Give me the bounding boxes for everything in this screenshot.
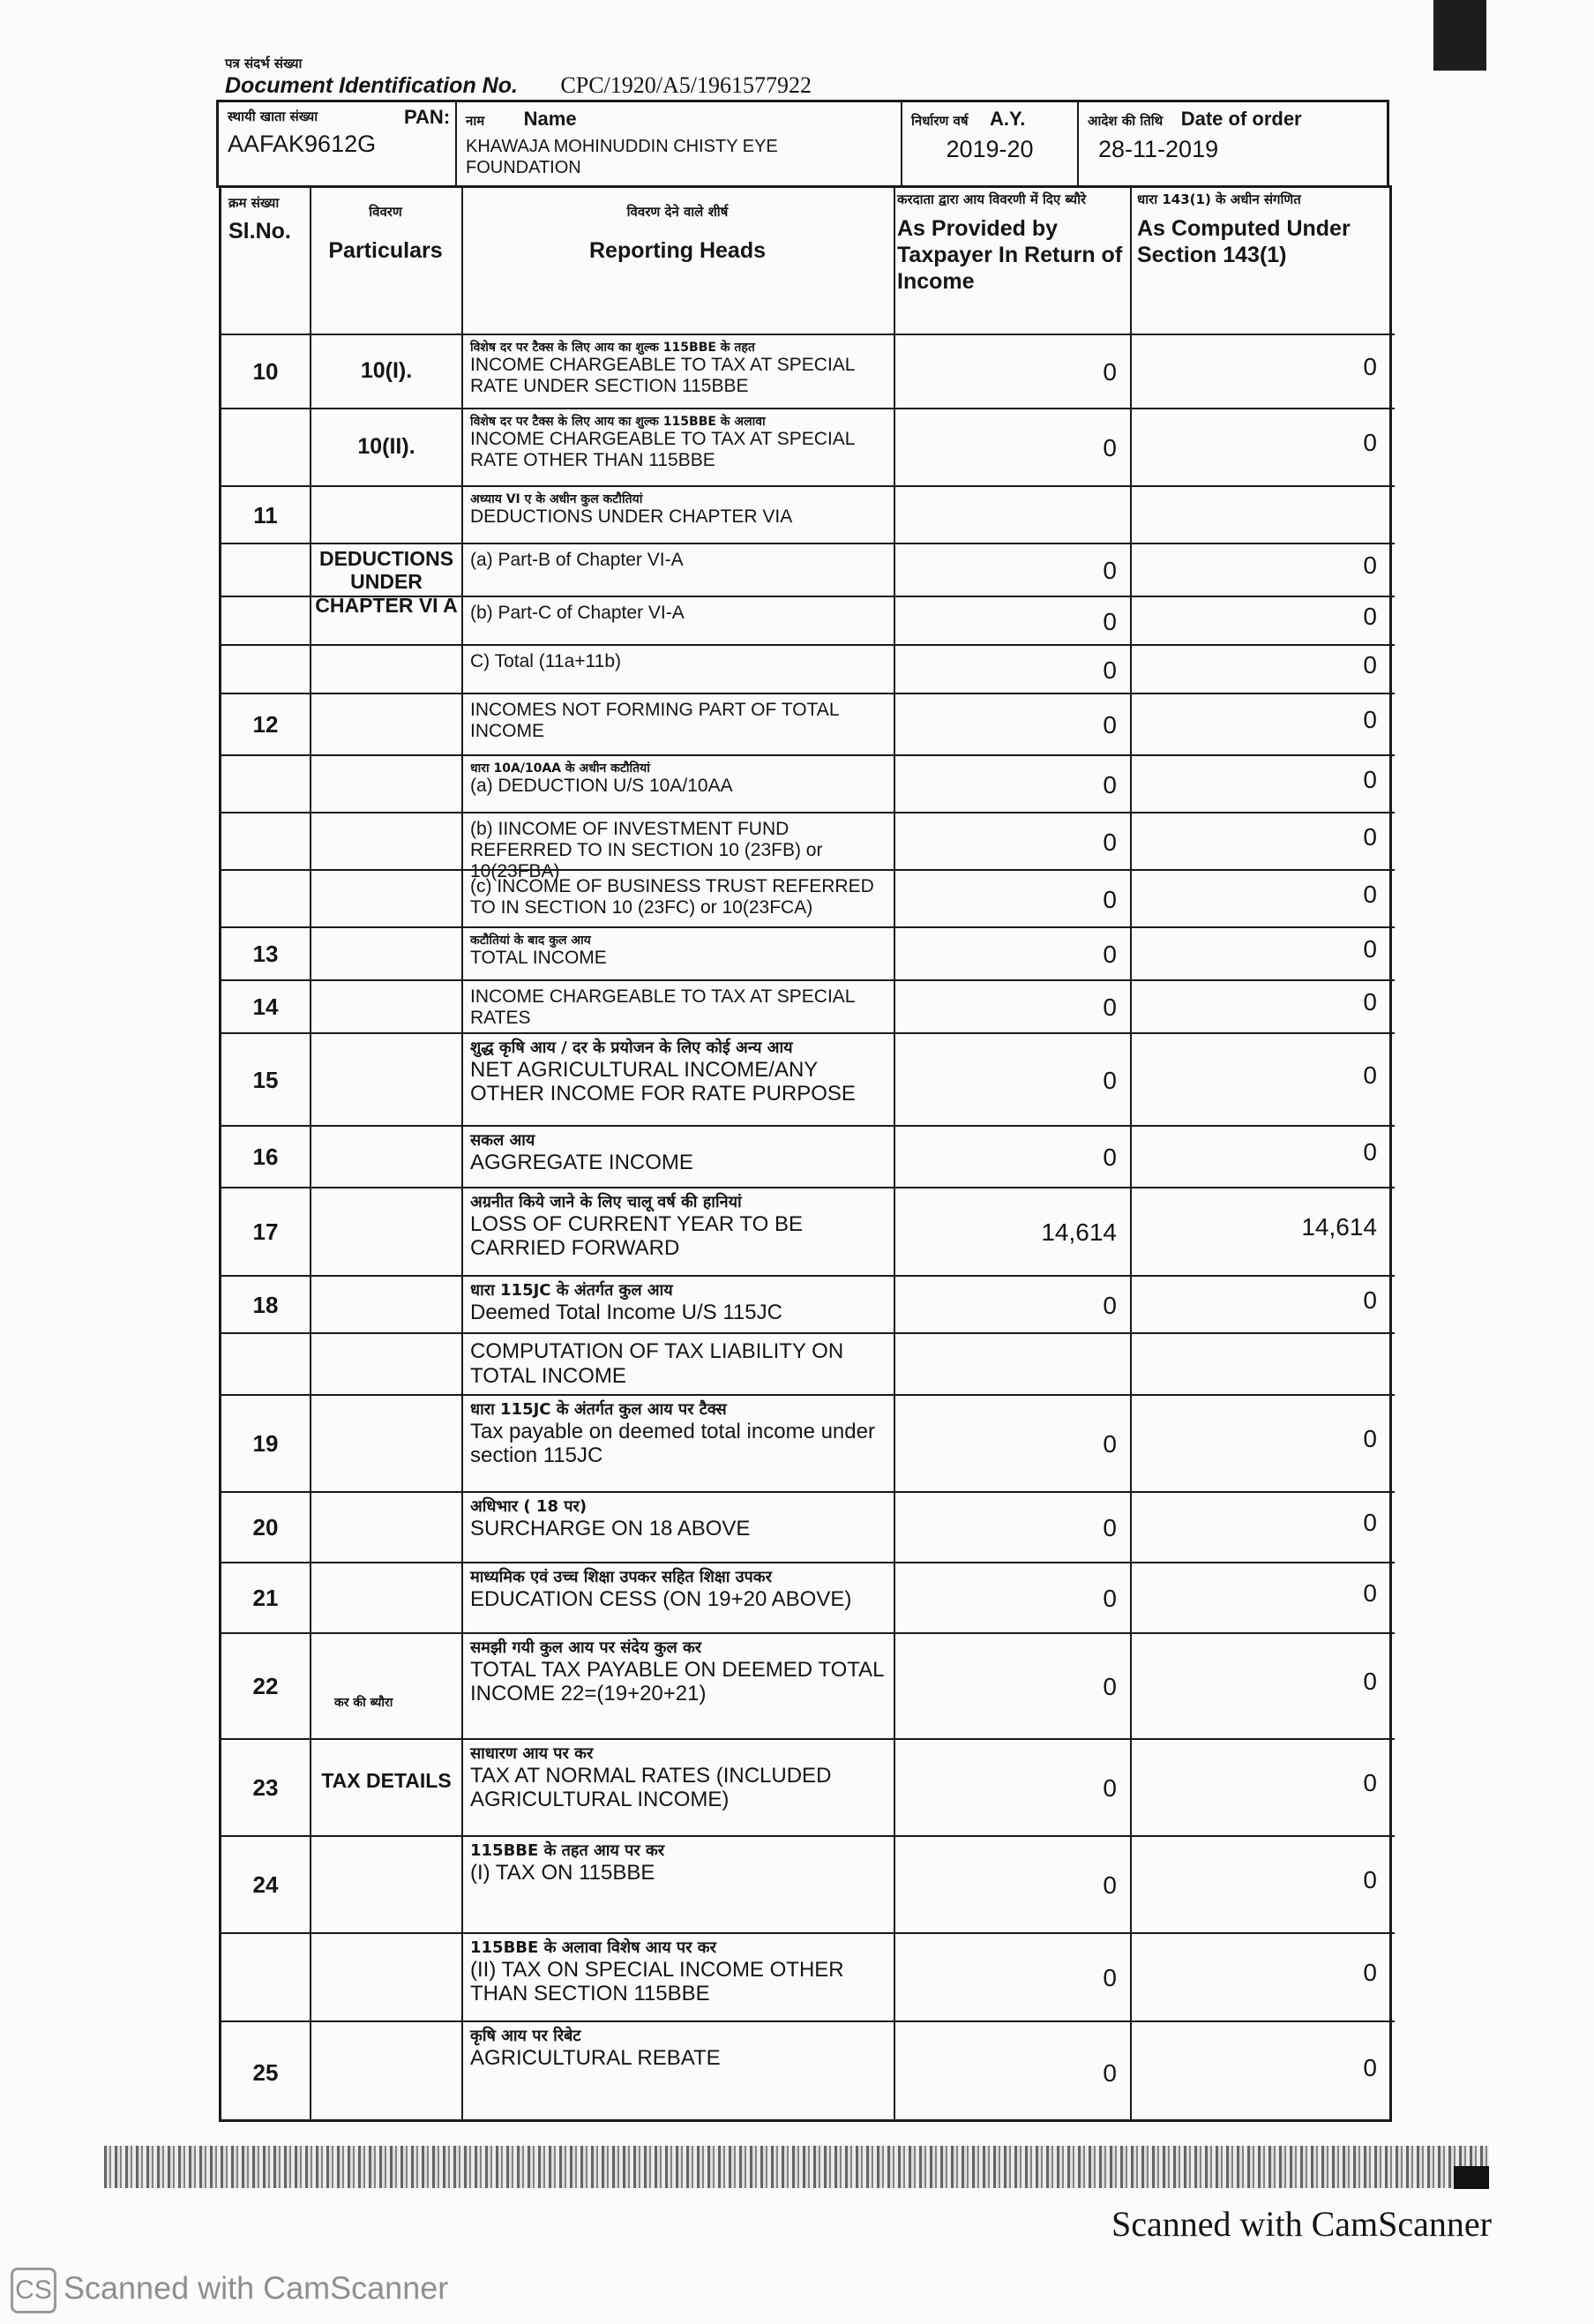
row-provided-value: 0 bbox=[1103, 1871, 1117, 1899]
group-tax-label-hindi: कर की ब्यौरा bbox=[334, 1696, 393, 1710]
name-value: KHAWAJA MOHINUDDIN CHISTY EYE FOUNDATION bbox=[466, 137, 778, 177]
table-row-divider bbox=[221, 926, 1395, 928]
col-header-provided bbox=[894, 185, 1130, 334]
row-provided-value: 0 bbox=[1103, 1673, 1117, 1700]
row-provided-value: 0 bbox=[1103, 1143, 1117, 1171]
row-reporting-head bbox=[470, 876, 894, 918]
row-reporting-head-text: (II) TAX ON SPECIAL INCOME OTHER THAN SECTION 115BBE bbox=[470, 1957, 844, 2006]
row-reporting-head bbox=[470, 651, 894, 672]
camscanner-watermark bbox=[11, 2268, 448, 2313]
row-computed-value: 0 bbox=[1363, 822, 1377, 851]
row-reporting-head bbox=[470, 1745, 894, 1812]
computation-table bbox=[219, 185, 1392, 2122]
row-provided-value: 0 bbox=[1103, 607, 1117, 635]
row-reporting-head-text: (a) Part-B of Chapter VI-A bbox=[470, 550, 684, 570]
row-computed-value: 0 bbox=[1363, 650, 1377, 678]
row-reporting-head-hindi: विशेष दर पर टैक्स के लिए आय का शुल्क 115BBE के अलावा bbox=[470, 415, 766, 429]
row-reporting-head bbox=[470, 819, 894, 882]
row-reporting-head-hindi: धारा 115JC के अंतर्गत कुल आय bbox=[470, 1281, 673, 1300]
row-reporting-head bbox=[470, 700, 894, 742]
scan-noise-block bbox=[1454, 2166, 1489, 2189]
table-row-divider bbox=[221, 754, 1395, 756]
col-header-sl bbox=[221, 185, 310, 334]
row-reporting-head bbox=[470, 415, 894, 471]
camscanner-logo-icon: CS bbox=[11, 2268, 56, 2313]
row-computed-value: 0 bbox=[1363, 1866, 1377, 1893]
row-computed-value: 0 bbox=[1363, 988, 1377, 1016]
row-provided-value: 0 bbox=[1103, 557, 1117, 584]
row-reporting-head-text: (a) DEDUCTION U/S 10A/10AA bbox=[470, 776, 733, 797]
row-sl-no: 25 bbox=[252, 2058, 279, 2086]
row-reporting-head-hindi: 115BBE के तहत आय पर कर bbox=[470, 1841, 665, 1860]
pan-cell bbox=[219, 102, 457, 185]
row-sl-no: 18 bbox=[252, 1291, 279, 1318]
table-row-divider bbox=[221, 1394, 1395, 1396]
row-reporting-head-text: LOSS OF CURRENT YEAR TO BE CARRIED FORWARD bbox=[470, 1211, 803, 1261]
row-sl-no: 19 bbox=[252, 1430, 279, 1457]
row-computed-value: 0 bbox=[1363, 1286, 1377, 1314]
table-row-divider bbox=[221, 334, 1395, 335]
row-reporting-head-text: COMPUTATION OF TAX LIABILITY ON TOTAL INCOME bbox=[470, 1339, 844, 1388]
name-label-hindi: नाम bbox=[466, 113, 485, 129]
row-computed-value: 0 bbox=[1363, 706, 1377, 733]
table-row-divider bbox=[221, 869, 1395, 871]
date-cell bbox=[1079, 102, 1388, 185]
row-reporting-head-text: INCOME CHARGEABLE TO TAX AT SPECIAL RATE OTHER THAN 115BBE bbox=[470, 429, 855, 471]
row-computed-value: 0 bbox=[1363, 1138, 1377, 1166]
pan-label-hindi: स्थायी खाता संख्या bbox=[228, 109, 318, 124]
row-computed-value: 0 bbox=[1363, 2053, 1377, 2081]
table-row-divider bbox=[221, 543, 1395, 544]
col-header-heads-hindi: विवरण देने वाले शीर्ष bbox=[626, 204, 729, 220]
row-reporting-head-text: SURCHARGE ON 18 ABOVE bbox=[470, 1516, 751, 1541]
row-provided-value: 0 bbox=[1103, 358, 1117, 386]
row-reporting-head bbox=[470, 603, 894, 624]
row-particulars: 10(II). bbox=[357, 434, 415, 459]
row-reporting-head bbox=[470, 1842, 894, 1885]
header-box bbox=[216, 100, 1389, 188]
row-reporting-head bbox=[470, 1939, 894, 2006]
row-reporting-head-hindi: कृषि आय पर रिबेट bbox=[470, 2027, 581, 2045]
row-reporting-head-hindi: 115BBE के अलावा विशेष आय पर कर bbox=[470, 1938, 716, 1957]
table-row-divider bbox=[221, 979, 1395, 981]
ay-label-hindi: निर्धारण वर्ष bbox=[911, 113, 969, 129]
row-sl-no: 22 bbox=[252, 1673, 279, 1699]
row-sl-no: 20 bbox=[252, 1514, 279, 1541]
row-provided-value: 0 bbox=[1103, 1964, 1117, 1991]
row-reporting-head bbox=[470, 933, 894, 969]
row-provided-value: 0 bbox=[1103, 770, 1117, 798]
row-reporting-head-hindi: अग्रनीत किये जाने के लिए चालू वर्ष की हानियां bbox=[470, 1193, 742, 1211]
row-computed-value: 0 bbox=[1363, 1425, 1377, 1452]
pan-value: AAFAK9612G bbox=[228, 131, 377, 157]
table-row-divider bbox=[221, 2020, 1395, 2022]
row-reporting-head-text: (b) IINCOME OF INVESTMENT FUND REFERRED TO IN SECTION 10 (23FB) or 10(23FBA) bbox=[470, 819, 823, 882]
row-reporting-head-text: EDUCATION CESS (ON 19+20 ABOVE) bbox=[470, 1586, 852, 1611]
date-label-hindi: आदेश की तिथि bbox=[1088, 113, 1164, 129]
row-computed-value: 0 bbox=[1363, 1668, 1377, 1695]
row-provided-value: 0 bbox=[1103, 828, 1117, 856]
scan-edge-shadow bbox=[1433, 0, 1486, 71]
row-computed-value: 0 bbox=[1363, 1769, 1377, 1796]
row-provided-value: 0 bbox=[1103, 1585, 1117, 1612]
camscanner-watermark-text: Scanned with CamScanner bbox=[64, 2269, 449, 2306]
row-provided-value: 0 bbox=[1103, 1774, 1117, 1802]
col-header-provided-hindi: करदाता द्वारा आय विवरणी में दिए ब्यौरे bbox=[897, 191, 1087, 207]
row-sl-no: 21 bbox=[252, 1585, 279, 1611]
row-sl-no: 23 bbox=[252, 1774, 279, 1801]
col-header-sl-hindi: क्रम संख्या bbox=[228, 195, 280, 211]
document-id-value: CPC/1920/A5/1961577922 bbox=[560, 72, 812, 98]
table-row-divider bbox=[221, 1275, 1395, 1277]
row-computed-value: 0 bbox=[1363, 880, 1377, 908]
row-reporting-head-hindi: शुद्ध कृषि आय / दर के प्रयोजन के लिए कोई अन्य आय bbox=[470, 1038, 793, 1057]
row-provided-value: 0 bbox=[1103, 1430, 1117, 1458]
table-row-divider bbox=[221, 812, 1395, 813]
row-provided-value: 0 bbox=[1103, 2058, 1117, 2087]
ay-label: A.Y. bbox=[990, 108, 1026, 130]
row-provided-value: 0 bbox=[1103, 656, 1117, 684]
row-reporting-head-text: TAX AT NORMAL RATES (INCLUDED AGRICULTURAL INCOME) bbox=[470, 1763, 832, 1812]
ay-value: 2019-20 bbox=[946, 136, 1034, 162]
group-deductions-label: DEDUCTIONS UNDER CHAPTER VI A bbox=[315, 547, 458, 617]
row-computed-value: 0 bbox=[1363, 551, 1377, 579]
row-reporting-head-text: Deemed Total Income U/S 115JC bbox=[470, 1300, 782, 1324]
date-label: Date of order bbox=[1180, 108, 1302, 130]
row-reporting-head bbox=[470, 1498, 894, 1541]
row-reporting-head bbox=[470, 1132, 894, 1174]
table-row-divider bbox=[221, 1332, 1395, 1334]
row-reporting-head-hindi: समझी गयी कुल आय पर संदेय कुल कर bbox=[470, 1638, 702, 1657]
row-reporting-head-text: DEDUCTIONS UNDER CHAPTER VIA bbox=[470, 506, 793, 528]
row-reporting-head bbox=[470, 492, 894, 528]
row-reporting-head-text: AGGREGATE INCOME bbox=[470, 1150, 693, 1174]
row-computed-value: 0 bbox=[1363, 602, 1377, 630]
row-reporting-head bbox=[470, 1039, 894, 1106]
col-header-sl-label: Sl.No. bbox=[228, 219, 291, 244]
row-provided-value: 0 bbox=[1103, 993, 1117, 1021]
row-sl-no: 17 bbox=[252, 1218, 279, 1245]
row-computed-value: 0 bbox=[1363, 1509, 1377, 1536]
camscanner-footer: Scanned with CamScanner bbox=[1111, 2204, 1492, 2244]
row-reporting-head-text: AGRICULTURAL REBATE bbox=[470, 2045, 721, 2070]
pan-label: PAN: bbox=[404, 106, 451, 128]
table-row-divider bbox=[221, 408, 1395, 409]
row-sl-no: 14 bbox=[252, 993, 279, 1020]
row-reporting-head-text: C) Total (11a+11b) bbox=[470, 651, 622, 671]
col-header-computed-hindi: धारा 143(1) के अधीन संगणित bbox=[1137, 191, 1301, 207]
table-row-divider bbox=[221, 485, 1395, 487]
row-reporting-head bbox=[470, 1282, 894, 1324]
table-row-divider bbox=[221, 596, 1395, 597]
row-reporting-head-hindi: कटौतियां के बाद कुल आय bbox=[470, 933, 591, 948]
row-reporting-head-text: (b) Part-C of Chapter VI-A bbox=[470, 603, 685, 623]
col-header-computed-label: As Computed Under Section 143(1) bbox=[1137, 216, 1351, 267]
row-sl-no: 13 bbox=[252, 941, 279, 967]
group-tax-label: TAX DETAILS bbox=[321, 1769, 452, 1792]
col-header-heads bbox=[461, 185, 894, 334]
row-sl-no: 11 bbox=[253, 501, 278, 529]
table-row-divider bbox=[221, 693, 1395, 694]
row-reporting-head-hindi: सकल आय bbox=[470, 1131, 535, 1150]
col-header-particulars bbox=[310, 185, 461, 334]
row-reporting-head bbox=[470, 550, 894, 571]
row-reporting-head bbox=[470, 341, 894, 397]
table-row-divider bbox=[221, 1125, 1395, 1127]
table-row-divider bbox=[221, 1187, 1395, 1188]
row-reporting-head bbox=[470, 1194, 894, 1261]
date-value: 28-11-2019 bbox=[1098, 136, 1219, 162]
row-reporting-head-hindi: अध्याय VI ए के अधीन कुल कटौतियां bbox=[470, 492, 643, 506]
row-computed-value: 14,614 bbox=[1301, 1213, 1377, 1241]
row-reporting-head-text: TOTAL TAX PAYABLE ON DEEMED TOTAL INCOME 22=(19+20+21) bbox=[470, 1657, 884, 1706]
col-header-computed bbox=[1130, 185, 1395, 334]
row-computed-value: 0 bbox=[1363, 1579, 1377, 1607]
row-reporting-head-hindi: धारा 10A/10AA के अधीन कटौतियां bbox=[470, 761, 650, 776]
row-sl-no: 24 bbox=[252, 1871, 279, 1898]
col-divider bbox=[1130, 185, 1132, 2119]
table-row-divider bbox=[221, 1032, 1395, 1034]
row-reporting-head bbox=[470, 1639, 894, 1706]
row-reporting-head-text: NET AGRICULTURAL INCOME/ANY OTHER INCOME FOR RATE PURPOSE bbox=[470, 1057, 856, 1106]
col-header-particulars-hindi: विवरण bbox=[369, 204, 402, 220]
col-divider bbox=[461, 185, 463, 2119]
row-reporting-head-hindi: विशेष दर पर टैक्स के लिए आय का शुल्क 115BBE के तहत bbox=[470, 341, 755, 355]
row-reporting-head bbox=[470, 761, 894, 797]
table-row-divider bbox=[221, 644, 1395, 646]
row-computed-value: 0 bbox=[1363, 765, 1377, 793]
row-computed-value: 0 bbox=[1363, 353, 1377, 380]
row-computed-value: 0 bbox=[1363, 1061, 1377, 1089]
row-reporting-head-text: INCOME CHARGEABLE TO TAX AT SPECIAL RATES bbox=[470, 986, 855, 1029]
document-id-block bbox=[225, 55, 812, 99]
row-reporting-head-hindi: माध्यमिक एवं उच्च शिक्षा उपकर सहित शिक्षा उपकर bbox=[470, 1568, 772, 1586]
row-reporting-head bbox=[470, 986, 894, 1029]
table-row-divider bbox=[221, 1562, 1395, 1563]
row-reporting-head-hindi: साधारण आय पर कर bbox=[470, 1744, 594, 1763]
row-provided-value: 0 bbox=[1103, 1066, 1117, 1094]
row-provided-value: 0 bbox=[1103, 434, 1117, 461]
ay-cell bbox=[902, 102, 1079, 185]
document-id-label: Document Identification No. bbox=[225, 73, 518, 98]
row-reporting-head-text: INCOME CHARGEABLE TO TAX AT SPECIAL RATE UNDER SECTION 115BBE bbox=[470, 355, 855, 397]
row-reporting-head bbox=[470, 1339, 894, 1388]
table-row-divider bbox=[221, 1835, 1395, 1837]
table-row-divider bbox=[221, 1632, 1395, 1634]
scan-noise-strip bbox=[104, 2146, 1489, 2188]
row-provided-value: 0 bbox=[1103, 885, 1117, 913]
row-particulars: 10(I). bbox=[360, 358, 413, 383]
row-reporting-head-hindi: अधिभार ( 18 पर) bbox=[470, 1497, 587, 1516]
col-header-particulars-label: Particulars bbox=[328, 238, 443, 263]
col-divider bbox=[310, 185, 311, 2119]
row-reporting-head bbox=[470, 2028, 894, 2070]
table-row-divider bbox=[221, 1738, 1395, 1740]
row-provided-value: 0 bbox=[1103, 1514, 1117, 1541]
row-reporting-head-text: Tax payable on deemed total income under section 115JC bbox=[470, 1419, 875, 1468]
row-sl-no: 16 bbox=[252, 1143, 279, 1170]
col-header-provided-label: As Provided by Taxpayer In Return of Income bbox=[897, 216, 1123, 294]
row-reporting-head-hindi: धारा 115JC के अंतर्गत कुल आय पर टैक्स bbox=[470, 1400, 727, 1419]
row-provided-value: 0 bbox=[1103, 1291, 1117, 1319]
row-provided-value: 0 bbox=[1103, 941, 1117, 968]
row-computed-value: 0 bbox=[1363, 935, 1377, 963]
row-sl-no: 12 bbox=[252, 711, 279, 738]
row-sl-no: 15 bbox=[252, 1066, 279, 1093]
row-computed-value: 0 bbox=[1363, 1959, 1377, 1986]
row-computed-value: 0 bbox=[1363, 429, 1377, 456]
table-row-divider bbox=[221, 1491, 1395, 1493]
row-provided-value: 0 bbox=[1103, 711, 1117, 738]
row-reporting-head-text: INCOMES NOT FORMING PART OF TOTAL INCOME bbox=[470, 700, 839, 742]
row-reporting-head-text: TOTAL INCOME bbox=[470, 948, 607, 969]
row-reporting-head-text: (c) INCOME OF BUSINESS TRUST REFERRED TO IN SECTION 10 (23FC) or 10(23FCA) bbox=[470, 876, 874, 918]
col-header-heads-label: Reporting Heads bbox=[588, 238, 767, 263]
name-cell bbox=[457, 102, 902, 185]
row-reporting-head bbox=[470, 1401, 894, 1468]
row-reporting-head-text: (I) TAX ON 115BBE bbox=[470, 1860, 655, 1885]
name-label: Name bbox=[523, 108, 577, 130]
row-sl-no: 10 bbox=[252, 358, 279, 385]
row-reporting-head bbox=[470, 1569, 894, 1611]
table-row-divider bbox=[221, 1932, 1395, 1934]
document-id-label-hindi: पत्र संदर्भ संख्या bbox=[225, 56, 303, 71]
row-provided-value: 14,614 bbox=[1041, 1218, 1117, 1246]
